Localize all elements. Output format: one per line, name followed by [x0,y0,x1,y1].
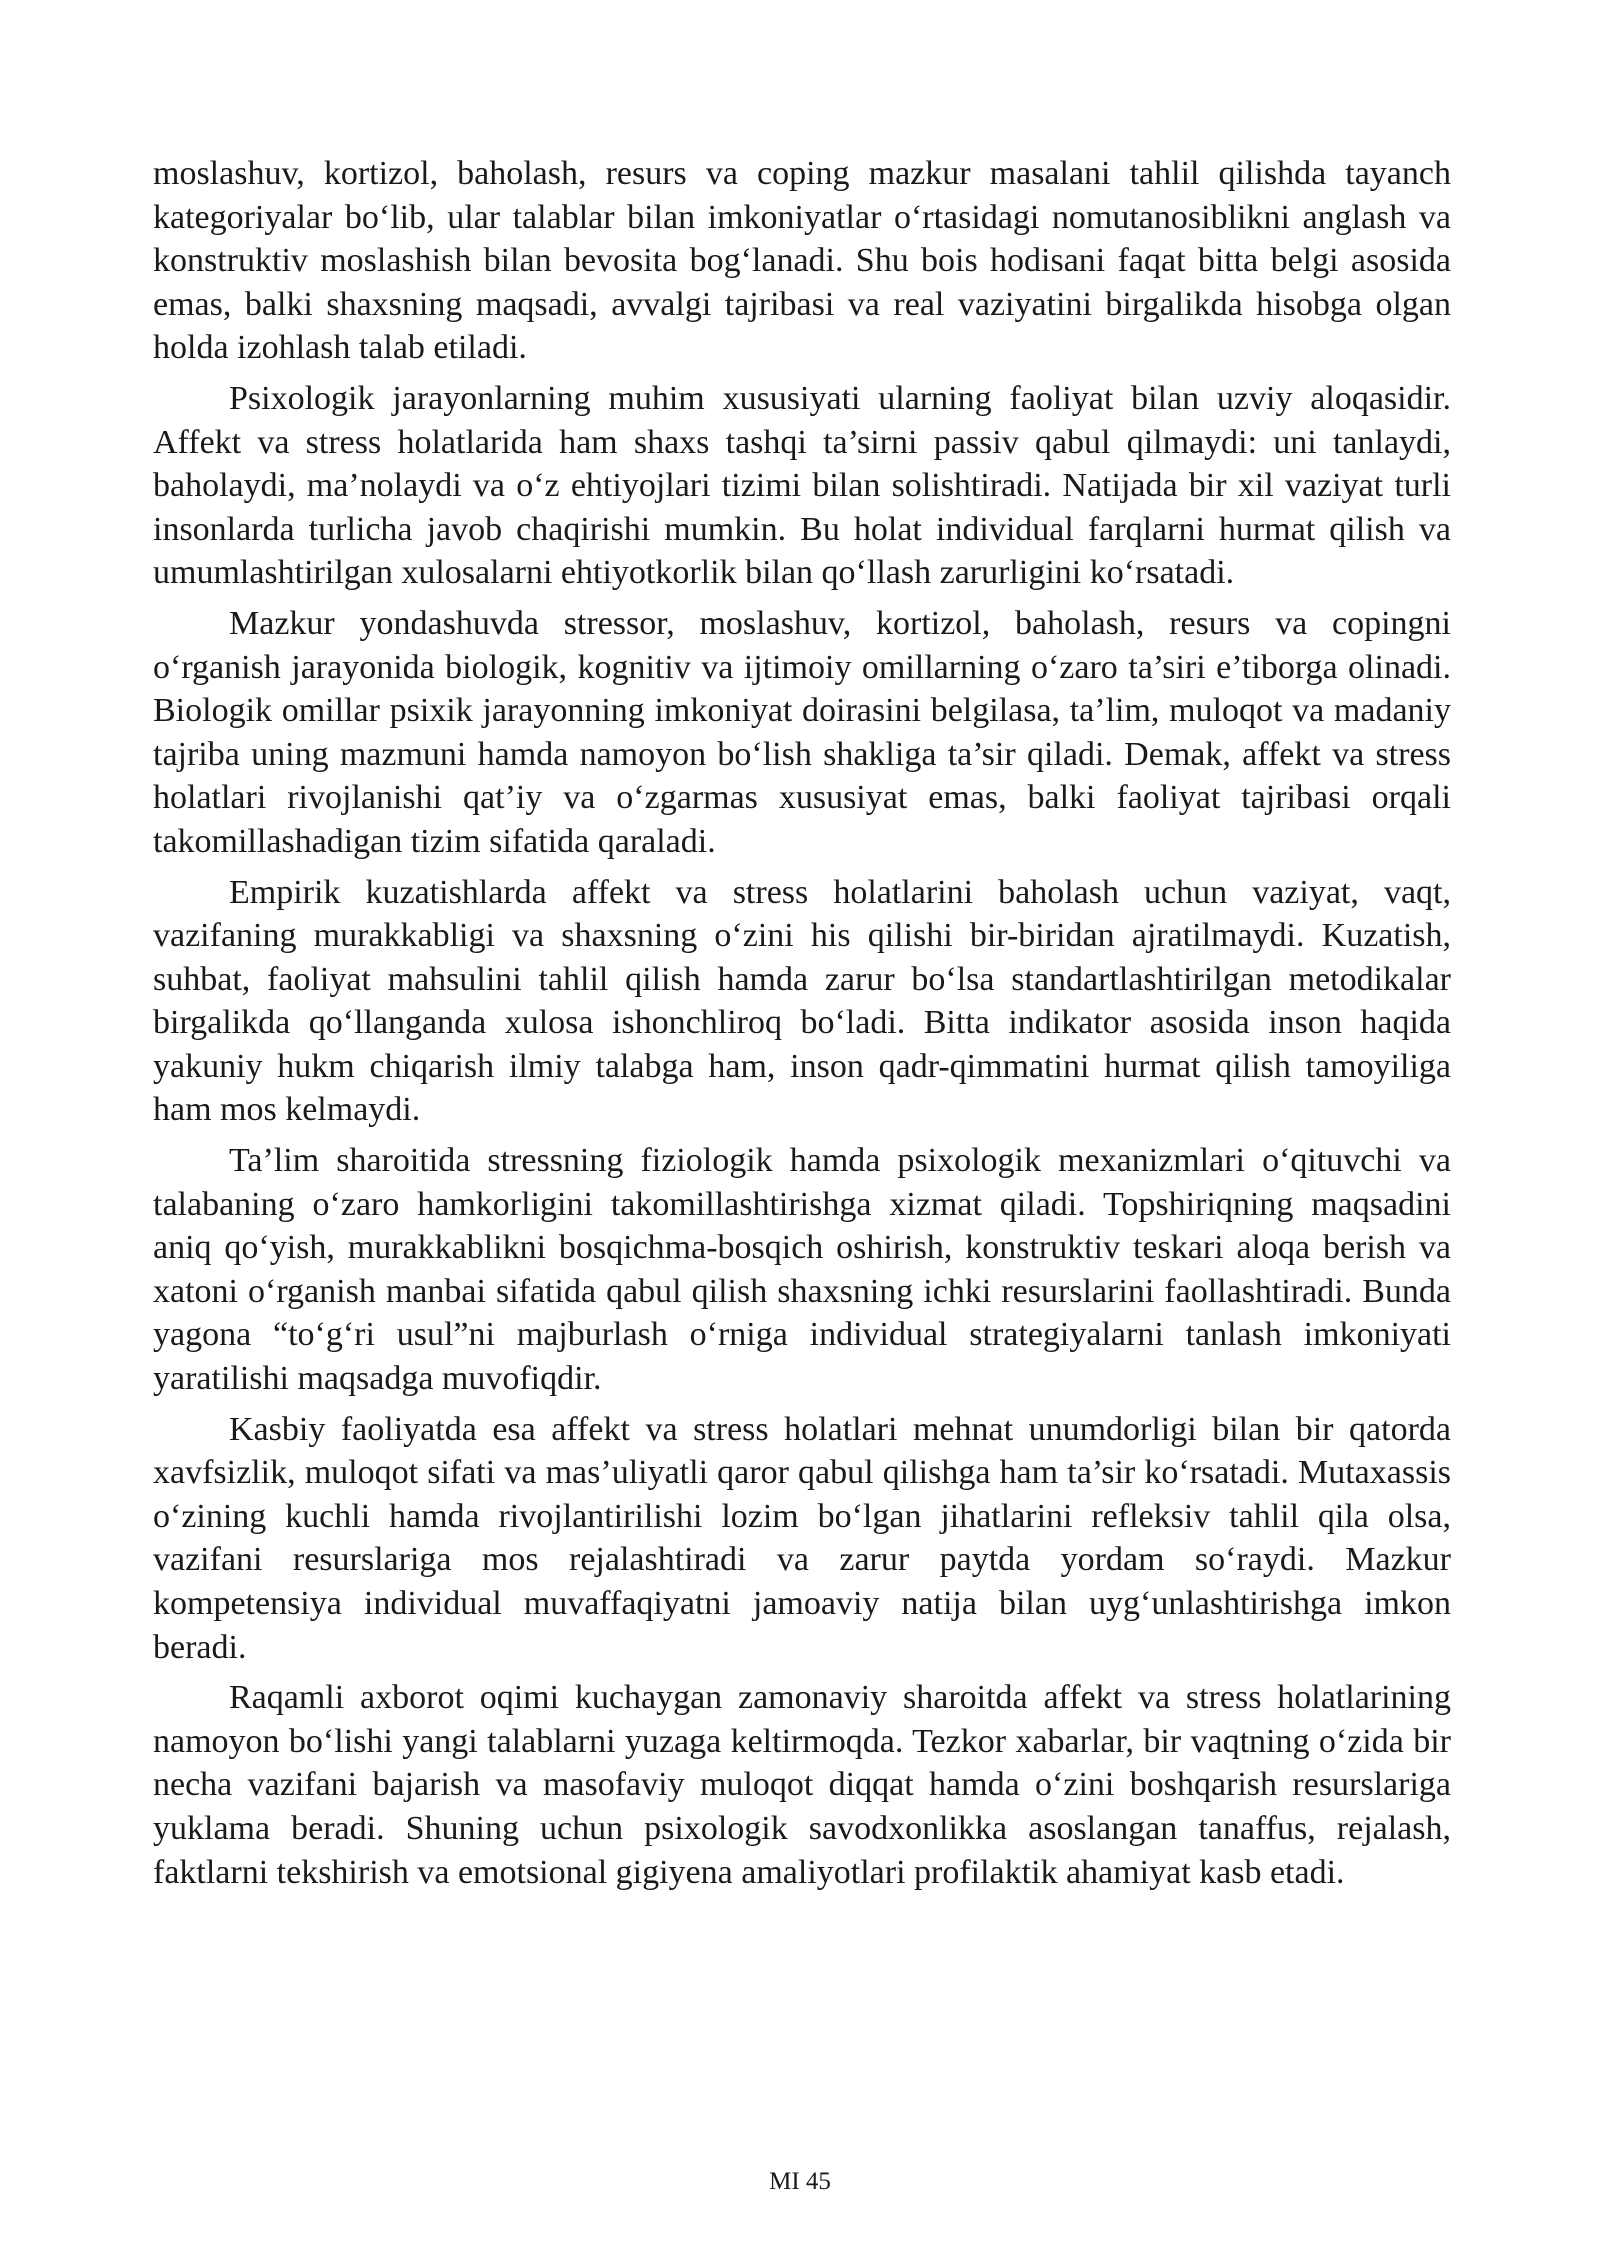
paragraph-3: Mazkur yondashuvda stressor, moslashuv, kortizol, baholash, resurs va copingni o‘rganish jarayonida biologik, kognitiv va ijtimoiy omillarning o‘zaro ta’siri e’tiborga olinadi. Biologik omillar psixik jarayonning imkoniyat doirasini belgilasa, ta’lim, muloqot va madaniy tajriba uning mazmuni hamda namoyon bo‘lish shakliga ta’sir qiladi. Demak, affekt va stress holatlari rivojlanishi qat’iy va o‘zgarmas xususiyat emas, balki faoliyat tajribasi orqali takomillashadigan tizim sifatida qaraladi. [153,604,1451,860]
page-number: MI 45 [769,2168,831,2195]
paragraph-2: Psixologik jarayonlarning muhim xususiyati ularning faoliyat bilan uzviy aloqasidir. Affekt va stress holatlarida ham shaxs tashqi ta’sirni passiv qabul qilmaydi: uni tanlaydi, baholaydi, ma’nolaydi va o‘z ehtiyojlari tizimi bilan solishtiradi. Natijada bir xil vaziyat turli insonlarda turlicha javob chaqirishi mumkin. Bu holat individual farqlarni hurmat qilish va umumlashtirilgan xulosalarni ehtiyotkorlik bilan qo‘llash zarurligini ko‘rsatadi. [153,379,1451,592]
paragraph-6: Kasbiy faoliyatda esa affekt va stress holatlari mehnat unumdorligi bilan bir qatorda xavfsizlik, muloqot sifati va mas’uliyatli qaror qabul qilishga ham ta’sir ko‘rsatadi. Mutaxassis o‘zining kuchli hamda rivojlantirilishi lozim bo‘lgan jihatlarini refleksiv tahlil qila olsa, vazifani resurslariga mos rejalashtiradi va zarur paytda yordam so‘raydi. Mazkur kompetensiya individual muvaffaqiyatni jamoaviy natija bilan uyg‘unlashtirishga imkon beradi. [153,1410,1451,1666]
paragraph-1: moslashuv, kortizol, baholash, resurs va coping mazkur masalani tahlil qilishda tayanch kategoriyalar bo‘lib, ular talablar bilan imkoniyatlar o‘rtasidagi nomutanosiblikni anglash va konstruktiv moslashish bilan bevosita bog‘lanadi. Shu bois hodisani faqat bitta belgi asosida emas, balki shaxsning maqsadi, avvalgi tajribasi va real vaziyatini birgalikda hisobga olgan holda izohlash talab etiladi. [153,155,1451,367]
paragraph-5: Ta’lim sharoitida stressning fiziologik hamda psixologik mexanizmlari o‘qituvchi va talabaning o‘zaro hamkorligini takomillashtirishga xizmat qiladi. Topshiriqning maqsadini aniq qo‘yish, murakkablikni bosqichma-bosqich oshirish, konstruktiv teskari aloqa berish va xatoni o‘rganish manbai sifatida qabul qilish shaxsning ichki resurslarini faollashtiradi. Bunda yagona “to‘g‘ri usul”ni majburlash o‘rniga individual strategiyalarni tanlash imkoniyati yaratilishi maqsadga muvofiqdir. [153,1142,1451,1398]
body-text [153,152,1451,1901]
paragraph-4: Empirik kuzatishlarda affekt va stress holatlarini baholash uchun vaziyat, vaqt, vazifaning murakkabligi va shaxsning o‘zini his qilishi bir-biridan ajratilmaydi. Kuzatish, suhbat, faoliyat mahsulini tahlil qilish hamda zarur bo‘lsa standartlashtirilgan metodikalar birgalikda qo‘llanganda xulosa ishonchliroq bo‘ladi. Bitta indikator asosida inson haqida yakuniy hukm chiqarish ilmiy talabga ham, inson qadr-qimmatini hurmat qilish tamoyiliga ham mos kelmaydi. [153,873,1451,1129]
paragraph-7: Raqamli axborot oqimi kuchaygan zamonaviy sharoitda affekt va stress holatlarining namoyon bo‘lishi yangi talablarni yuzaga keltirmoqda. Tezkor xabarlar, bir vaqtning o‘zida bir necha vazifani bajarish va masofaviy muloqot diqqat hamda o‘zini boshqarish resurslariga yuklama beradi. Shuning uchun psixologik savodxonlikka asoslangan tanaffus, rejalash, faktlarni tekshirish va emotsional gigiyena amaliyotlari profilaktik ahamiyat kasb etadi. [153,1679,1451,1891]
